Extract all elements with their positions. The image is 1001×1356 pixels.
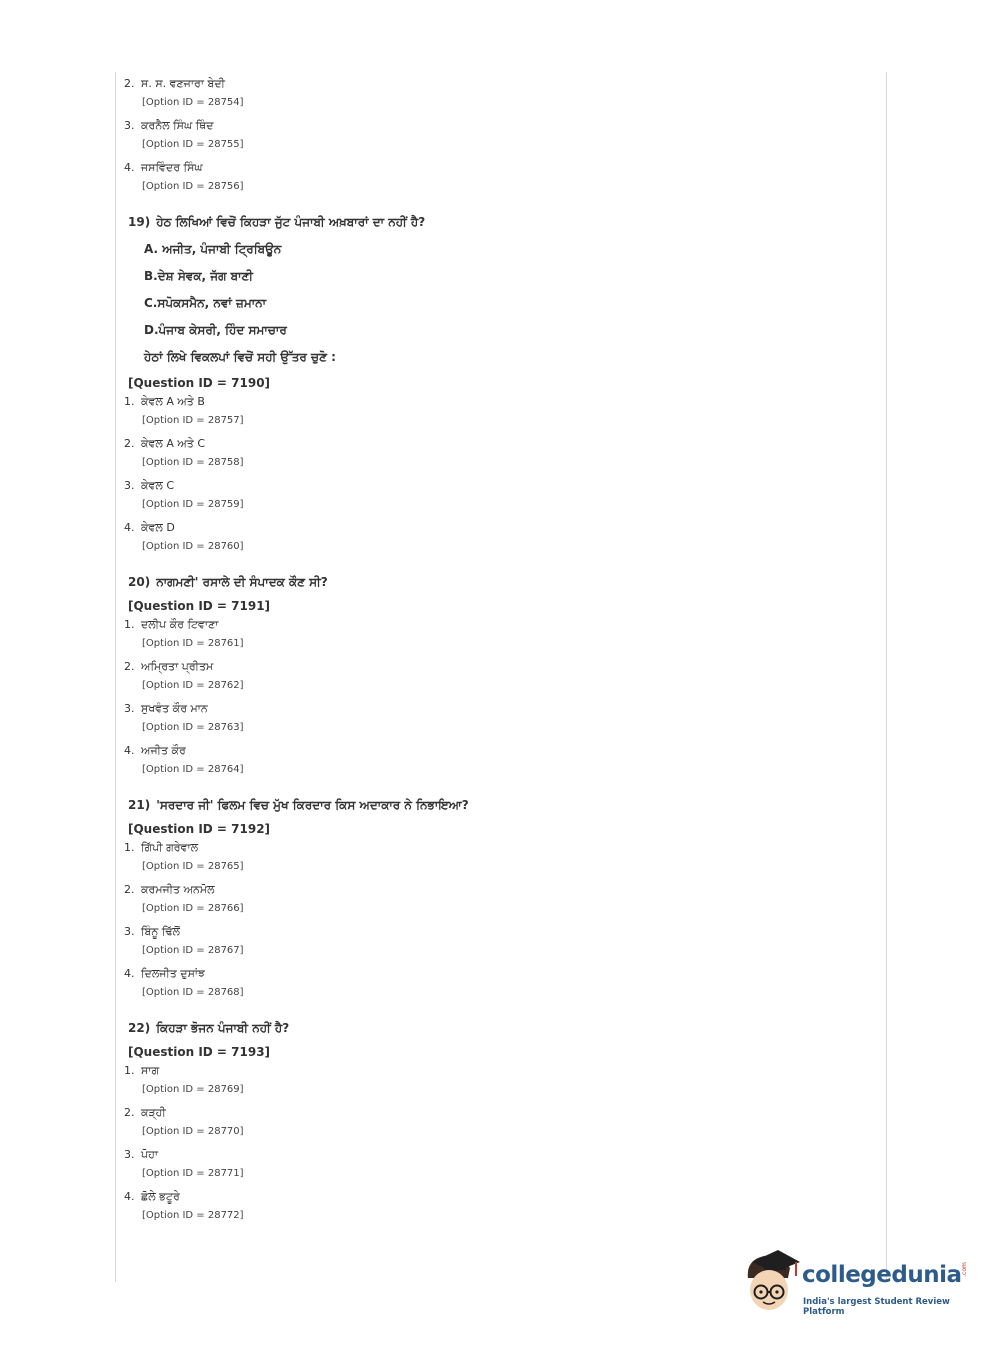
option-item	[124, 393, 864, 435]
option-text: ਕਰਮਜੀਤ ਅਨਮੋਲ	[141, 883, 215, 896]
option-text: ਦਿਲਜੀਤ ਦੁਸਾਂਝ	[141, 967, 205, 980]
question-id: [Question ID = 7193]	[128, 1045, 271, 1059]
option-number: 4.	[124, 967, 135, 980]
question-number: 21)	[128, 798, 151, 812]
option-text: ਬਿੰਨੂ ਢਿੱਲੋਂ	[141, 925, 180, 938]
option-number: 4.	[124, 521, 135, 534]
question-title	[124, 1015, 864, 1042]
question-id: [Question ID = 7191]	[128, 599, 271, 613]
option-id: [Option ID = 28768]	[142, 987, 244, 998]
option-text: ਅਜੀਤ ਕੌਰ	[141, 744, 186, 757]
question-number: 20)	[128, 575, 151, 589]
option-item	[124, 519, 864, 561]
brand-tagline: India's largest Student Review Platform	[803, 1297, 950, 1317]
option-number: 4.	[124, 744, 135, 757]
option-id: [Option ID = 28757]	[142, 415, 244, 426]
brand-com: .com	[960, 1262, 968, 1277]
option-text: ਦਲੀਪ ਕੌਰ ਟਿਵਾਣਾ	[141, 618, 219, 631]
option-number: 3.	[124, 479, 135, 492]
option-text: ਛੋਲੇ ਭਟੂਰੇ	[141, 1190, 180, 1203]
option-item	[124, 658, 864, 700]
option-number: 2.	[124, 77, 135, 90]
option-id: [Option ID = 28767]	[142, 945, 244, 956]
option-item	[124, 435, 864, 477]
question-text: ਕਿਹੜਾ ਭੋਜਨ ਪੰਜਾਬੀ ਨਹੀਂ ਹੈ?	[156, 1021, 290, 1035]
option-id: [Option ID = 28760]	[142, 541, 244, 552]
question-block	[124, 569, 864, 784]
option-number: 2.	[124, 1106, 135, 1119]
statement: B.ਦੇਸ਼ ਸੇਵਕ, ਜੱਗ ਬਾਣੀ	[144, 269, 253, 283]
option-id: [Option ID = 28764]	[142, 764, 244, 775]
option-number: 2.	[124, 437, 135, 450]
collegedunia-logo[interactable]	[742, 1248, 972, 1318]
option-text: ਅਮ੍ਰਿਤਾ ਪ੍ਰੀਤਮ	[141, 660, 214, 673]
option-id: [Option ID = 28763]	[142, 722, 244, 733]
option-item	[124, 923, 864, 965]
option-id: [Option ID = 28766]	[142, 903, 244, 914]
option-id: [Option ID = 28756]	[142, 181, 244, 192]
option-item	[124, 477, 864, 519]
option-id: [Option ID = 28754]	[142, 97, 244, 108]
option-number: 4.	[124, 1190, 135, 1203]
option-number: 2.	[124, 883, 135, 896]
statement: ਹੇਠਾਂ ਲਿਖੇ ਵਿਕਲਪਾਂ ਵਿਚੋਂ ਸਹੀ ਉੱਤਰ ਚੁਣੋ :	[144, 350, 336, 364]
question-title	[124, 569, 864, 596]
option-id: [Option ID = 28765]	[142, 861, 244, 872]
option-number: 1.	[124, 618, 135, 631]
question-number: 19)	[128, 215, 151, 229]
question-id: [Question ID = 7192]	[128, 822, 271, 836]
option-id: [Option ID = 28759]	[142, 499, 244, 510]
option-id: [Option ID = 28755]	[142, 139, 244, 150]
option-number: 2.	[124, 660, 135, 673]
option-text: ਕੇਵਲ C	[141, 479, 175, 492]
option-id: [Option ID = 28761]	[142, 638, 244, 649]
option-text: ਕੇਵਲ A ਅਤੇ C	[141, 437, 206, 450]
brand-name: collegedunia	[802, 1262, 962, 1288]
student-mascot-icon	[742, 1248, 802, 1318]
option-text: ਜਸਵਿੰਦਰ ਸਿੰਘ	[141, 161, 203, 174]
option-text: ਕੇਵਲ A ਅਤੇ B	[141, 395, 205, 408]
option-number: 3.	[124, 702, 135, 715]
option-item	[124, 1104, 864, 1146]
question-block	[124, 792, 864, 1007]
top-option-list	[124, 75, 864, 201]
question-block	[124, 1015, 864, 1230]
option-number: 3.	[124, 1148, 135, 1161]
question-number: 22)	[128, 1021, 151, 1035]
option-item	[124, 159, 864, 201]
option-id: [Option ID = 28762]	[142, 680, 244, 691]
option-item	[124, 742, 864, 784]
option-item	[124, 965, 864, 1007]
option-id: [Option ID = 28772]	[142, 1210, 244, 1221]
option-number: 1.	[124, 395, 135, 408]
option-number: 1.	[124, 841, 135, 854]
option-text: ਗਿੱਪੀ ਗਰੇਵਾਲ	[141, 841, 199, 854]
option-item	[124, 839, 864, 881]
option-item	[124, 117, 864, 159]
option-item	[124, 881, 864, 923]
option-id: [Option ID = 28770]	[142, 1126, 244, 1137]
option-text: ਕੜ੍ਹੀ	[141, 1106, 166, 1119]
option-number: 1.	[124, 1064, 135, 1077]
question-id: [Question ID = 7190]	[128, 376, 271, 390]
option-item	[124, 75, 864, 117]
question-title	[124, 209, 864, 236]
option-item	[124, 1062, 864, 1104]
question-text: 'ਸਰਦਾਰ ਜੀ' ਫਿਲਮ ਵਿਚ ਮੁੱਖ ਕਿਰਦਾਰ ਕਿਸ ਅਦਾਕਾਰ ਨੇ ਨਿਭਾਇਆ?	[156, 798, 469, 812]
option-item	[124, 700, 864, 742]
option-text: ਕੇਵਲ D	[141, 521, 175, 534]
question-text: ਨਾਗਮਣੀ' ਰਸਾਲੇ ਦੀ ਸੰਪਾਦਕ ਕੌਣ ਸੀ?	[156, 575, 328, 589]
option-text: ਕਰਨੈਲ ਸਿੰਘ ਥਿੰਦ	[141, 119, 214, 132]
option-number: 3.	[124, 119, 135, 132]
document-content	[124, 75, 864, 1230]
option-number: 4.	[124, 161, 135, 174]
option-text: ਸ. ਸ. ਵਣਜਾਰਾ ਬੇਦੀ	[141, 77, 225, 90]
statement: D.ਪੰਜਾਬ ਕੇਸਰੀ, ਹਿੰਦ ਸਮਾਚਾਰ	[144, 323, 287, 337]
statement: A. ਅਜੀਤ, ਪੰਜਾਬੀ ਟ੍ਰਿਬਿਊਨ	[144, 242, 282, 256]
option-id: [Option ID = 28771]	[142, 1168, 244, 1179]
option-item	[124, 1188, 864, 1230]
question-text: ਹੇਠ ਲਿਖਿਆਂ ਵਿਚੋਂ ਕਿਹੜਾ ਜੁੱਟ ਪੰਜਾਬੀ ਅਖ਼ਬਾਰਾਂ ਦਾ ਨਹੀਂ ਹੈ?	[156, 215, 426, 229]
option-number: 3.	[124, 925, 135, 938]
question-title	[124, 792, 864, 819]
option-item	[124, 1146, 864, 1188]
option-text: ਸੁਖਵੰਤ ਕੌਰ ਮਾਨ	[141, 702, 208, 715]
option-text: ਪੋਹਾ	[141, 1148, 158, 1161]
option-id: [Option ID = 28769]	[142, 1084, 244, 1095]
question-block	[124, 209, 864, 561]
option-text: ਸਾਗ	[141, 1064, 160, 1077]
option-id: [Option ID = 28758]	[142, 457, 244, 468]
option-item	[124, 616, 864, 658]
statement: C.ਸਪੋਕਸਮੈਨ, ਨਵਾਂ ਜ਼ਮਾਨਾ	[144, 296, 267, 310]
